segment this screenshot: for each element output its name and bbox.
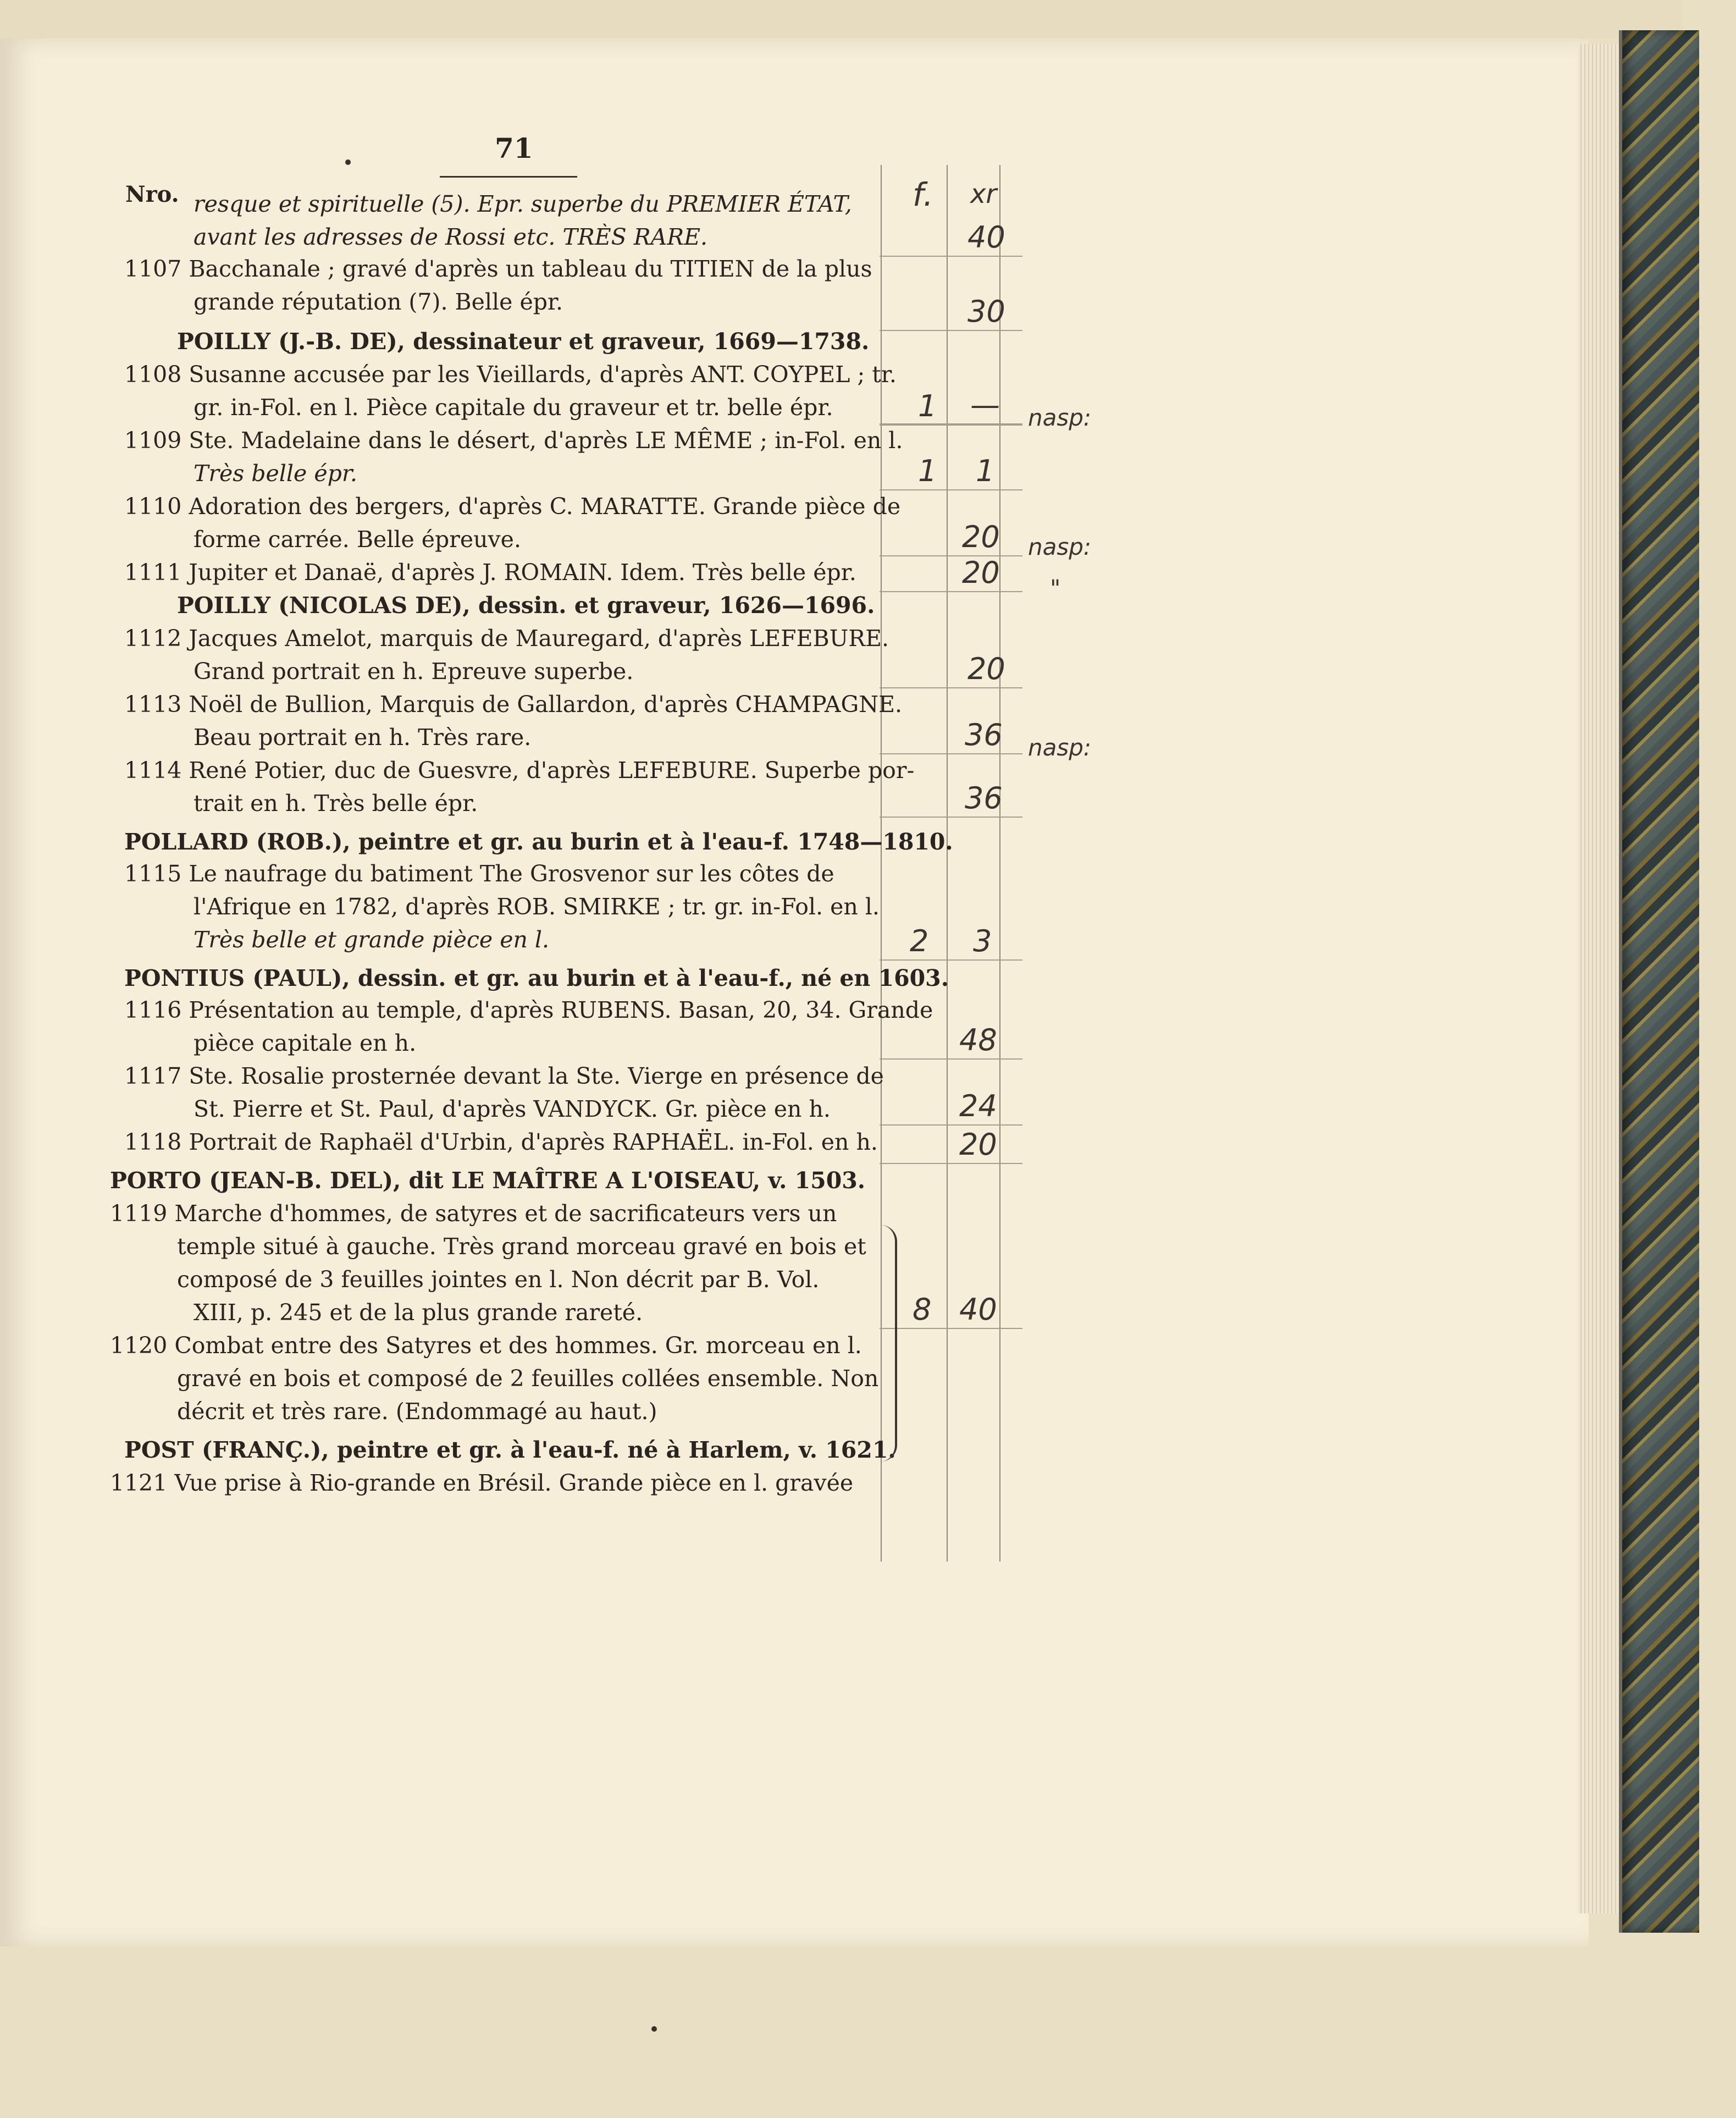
entry-line: 1114 René Potier, duc de Guesvre, d'après LEFEBURE. Superbe por- — [124, 757, 915, 784]
page-number: 71 — [495, 132, 533, 164]
page-number-rule — [440, 176, 577, 178]
marbled-cover — [1619, 30, 1699, 1933]
handwritten-price: 8 — [913, 1292, 932, 1327]
row-rule — [880, 330, 1022, 331]
ink-dot — [651, 2026, 657, 2032]
handwritten-price: 30 — [967, 294, 1005, 329]
entry-line: St. Pierre et St. Paul, d'après VANDYCK. Gr. pièce en h. — [193, 1096, 831, 1122]
row-rule — [880, 423, 1022, 424]
entry-line: décrit et très rare. (Endommagé au haut.) — [177, 1398, 657, 1425]
entry-line: pièce capitale en h. — [193, 1030, 417, 1056]
row-rule — [880, 687, 1022, 688]
row-rule — [880, 959, 1022, 961]
entry-line: POLLARD (ROB.), peintre et gr. au burin et à l'eau-f. 1748—1810. — [124, 829, 953, 855]
entry-line: PONTIUS (PAUL), dessin. et gr. au burin et à l'eau-f., né en 1603. — [124, 965, 949, 991]
handwritten-price: 40 — [967, 220, 1005, 255]
page-sheet — [0, 38, 1589, 1946]
entry-line: resque et spirituelle (5). Epr. superbe du PREMIER ÉTAT, — [193, 191, 852, 217]
entry-line: 1117 Ste. Rosalie prosternée devant la Ste. Vierge en présence de — [124, 1063, 884, 1089]
handwritten-price: 36 — [965, 718, 1003, 752]
row-rule — [880, 591, 1022, 592]
entry-line: trait en h. Très belle épr. — [193, 790, 478, 817]
row-rule — [880, 1328, 1022, 1329]
entry-line: 1111 Jupiter et Danaë, d'après J. ROMAIN. Idem. Très belle épr. — [124, 559, 856, 586]
handwritten-price: 40 — [959, 1292, 997, 1327]
row-rule — [880, 1163, 1022, 1164]
handwritten-price: 1 — [918, 389, 937, 423]
entry-line: XIII, p. 245 et de la plus grande rareté. — [193, 1299, 643, 1326]
entry-line: Grand portrait en h. Epreuve superbe. — [193, 658, 634, 685]
entry-line: 1110 Adoration des bergers, d'après C. MARATTE. Grande pièce de — [124, 493, 901, 520]
handwritten-price: 1 — [976, 454, 995, 488]
row-rule — [880, 424, 1022, 426]
entry-line: 1109 Ste. Madelaine dans le désert, d'après LE MÊME ; in-Fol. en l. — [124, 427, 903, 454]
column-rule-2 — [947, 165, 948, 1562]
column-header: Nro. — [125, 181, 179, 207]
row-rule — [880, 489, 1022, 490]
entry-line: 1108 Susanne accusée par les Vieillards, d'après ANT. COYPEL ; tr. — [124, 361, 897, 388]
entry-line: POILLY (NICOLAS DE), dessin. et graveur, 1626—1696. — [177, 592, 875, 619]
entry-line: composé de 3 feuilles jointes en l. Non décrit par B. Vol. — [177, 1266, 820, 1293]
entry-line: 1118 Portrait de Raphaël d'Urbin, d'après RAPHAËL. in-Fol. en h. — [124, 1129, 878, 1155]
entry-line: temple situé à gauche. Très grand morceau gravé en bois et — [177, 1233, 866, 1260]
entry-line: Beau portrait en h. Très rare. — [193, 724, 532, 751]
handwritten-price: 20 — [962, 555, 1000, 590]
entry-line: POST (FRANÇ.), peintre et gr. à l'eau-f. né à Harlem, v. 1621. — [124, 1437, 896, 1463]
handwritten-price: 20 — [959, 1127, 997, 1162]
entry-line: PORTO (JEAN-B. DEL), dit LE MAÎTRE A L'OISEAU, v. 1503. — [110, 1167, 866, 1194]
row-rule — [880, 1058, 1022, 1060]
margin-note: nasp: — [1028, 734, 1092, 761]
entry-line: gr. in-Fol. en l. Pièce capitale du graveur et tr. belle épr. — [193, 394, 833, 421]
handwritten-price: 2 — [910, 924, 929, 958]
handwritten-price: 24 — [959, 1089, 997, 1123]
handwritten-price: 3 — [973, 924, 992, 958]
entry-line: l'Afrique en 1782, d'après ROB. SMIRKE ; tr. gr. in-Fol. en l. — [193, 893, 880, 920]
entry-line: 1113 Noël de Bullion, Marquis de Gallardon, d'après CHAMPAGNE. — [124, 691, 903, 718]
handwritten-price: 36 — [965, 781, 1003, 815]
header-mark-col1: f. — [913, 176, 933, 213]
entry-line: POILLY (J.-B. DE), dessinateur et graveur, 1669—1738. — [177, 328, 870, 355]
entry-line: 1119 Marche d'hommes, de satyres et de sacrificateurs vers un — [110, 1200, 837, 1227]
handwritten-price: 20 — [967, 652, 1005, 686]
header-mark-col2: xr — [970, 179, 997, 209]
row-rule — [880, 555, 1022, 556]
entry-line: forme carrée. Belle épreuve. — [193, 526, 521, 553]
margin-note: " — [1050, 575, 1061, 602]
row-rule — [880, 753, 1022, 754]
entry-line: gravé en bois et composé de 2 feuilles collées ensemble. Non — [177, 1365, 879, 1392]
column-rule-3 — [999, 165, 1000, 1562]
row-rule — [880, 817, 1022, 818]
page-edges — [1578, 44, 1622, 1913]
entry-line: Très belle épr. — [193, 460, 357, 487]
entry-line: 1115 Le naufrage du batiment The Grosvenor sur les côtes de — [124, 861, 834, 887]
entry-line: 1121 Vue prise à Rio-grande en Brésil. Grande pièce en l. gravée — [110, 1470, 854, 1496]
margin-note: nasp: — [1028, 404, 1092, 431]
entry-line: Très belle et grande pièce en l. — [193, 926, 550, 953]
handwritten-price: 48 — [959, 1023, 997, 1057]
bracket-mark — [878, 1225, 897, 1461]
row-rule — [880, 1124, 1022, 1126]
entry-line: 1107 Bacchanale ; gravé d'après un tableau du TITIEN de la plus — [124, 256, 872, 282]
margin-note: nasp: — [1028, 533, 1092, 560]
entry-line: 1112 Jacques Amelot, marquis de Mauregard, d'après LEFEBURE. — [124, 625, 889, 652]
entry-line: grande réputation (7). Belle épr. — [193, 289, 563, 315]
entry-line: 1116 Présentation au temple, d'après RUBENS. Basan, 20, 34. Grande — [124, 997, 933, 1023]
handwritten-price: 20 — [962, 520, 1000, 554]
handwritten-price: 1 — [918, 454, 937, 488]
ink-dot — [345, 159, 351, 165]
entry-line: avant les adresses de Rossi etc. TRÈS RARE. — [193, 224, 708, 250]
entry-line: 1120 Combat entre des Satyres et des hommes. Gr. morceau en l. — [110, 1332, 862, 1359]
book-top-edge — [0, 0, 1682, 38]
row-rule — [880, 256, 1022, 257]
handwritten-price: — — [970, 388, 1000, 422]
